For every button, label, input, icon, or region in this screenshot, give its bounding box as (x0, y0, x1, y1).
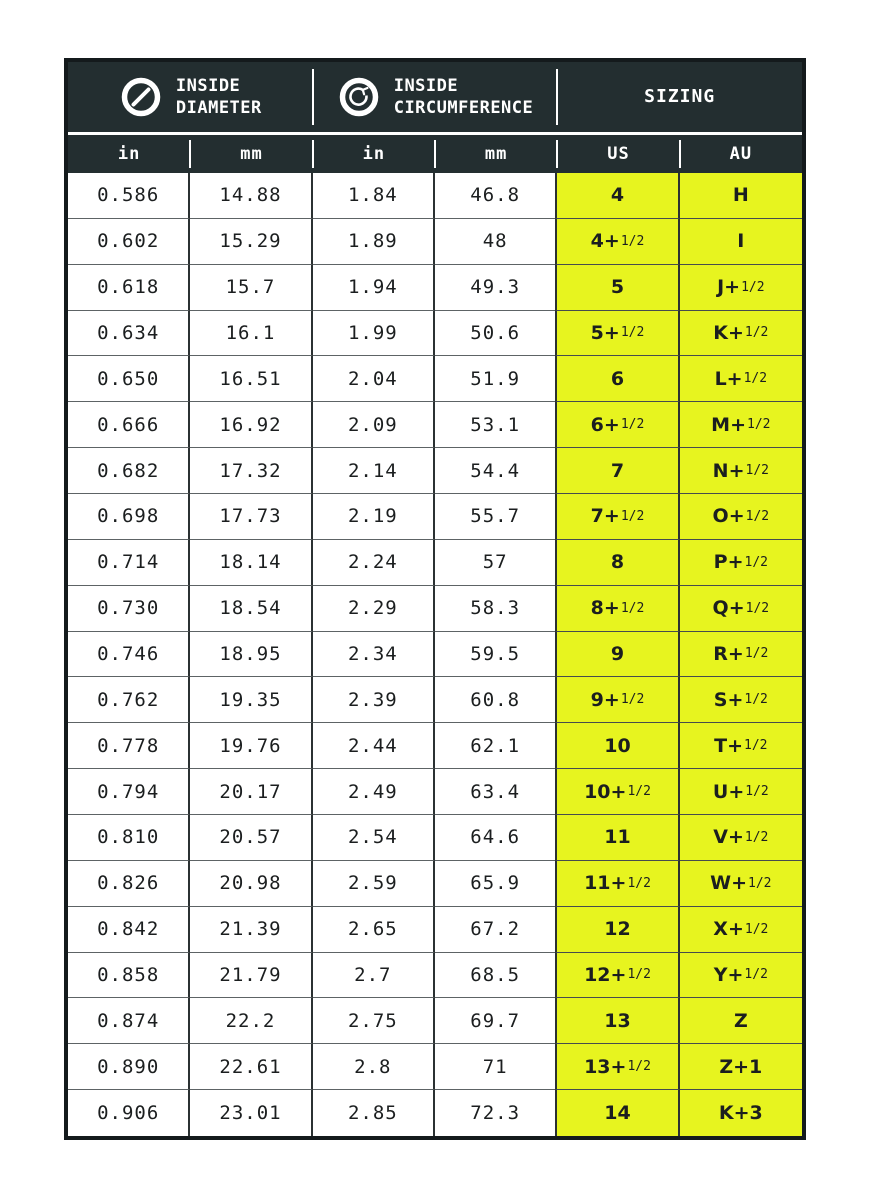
diameter-in-cell: 0.810 (68, 815, 190, 861)
diameter-mm-cell: 16.51 (190, 356, 312, 402)
us-size-cell: 5+ 1/2 (555, 311, 679, 357)
column-header-diameter-mm: mm (190, 135, 312, 173)
us-size-cell: 9 (555, 632, 679, 678)
circumference-mm-cell: 68.5 (435, 953, 557, 999)
circumference-mm-cell: 46.8 (435, 173, 557, 219)
diameter-in-cell: 0.762 (68, 677, 190, 723)
diameter-in-cell: 0.650 (68, 356, 190, 402)
diameter-in-cell: 0.634 (68, 311, 190, 357)
circumference-mm-cell: 55.7 (435, 494, 557, 540)
au-size-cell: X+ 1/2 (680, 907, 802, 953)
table-body (68, 173, 802, 1136)
au-size-cell: L+ 1/2 (680, 356, 802, 402)
diameter-in-cell: 0.682 (68, 448, 190, 494)
us-size-cell: 12+ 1/2 (555, 953, 679, 999)
circumference-icon (337, 75, 381, 119)
header-group-inside-diameter (68, 62, 313, 132)
diameter-in-cell: 0.586 (68, 173, 190, 219)
circumference-mm-cell: 53.1 (435, 402, 557, 448)
circumference-mm-cell: 50.6 (435, 311, 557, 357)
circumference-mm-cell: 62.1 (435, 723, 557, 769)
header-group-sizing (557, 62, 802, 132)
diameter-in-cell: 0.794 (68, 769, 190, 815)
diameter-mm-cell: 20.57 (190, 815, 312, 861)
circumference-in-cell: 2.34 (313, 632, 435, 678)
circumference-mm-cell: 65.9 (435, 861, 557, 907)
diameter-in-cell: 0.698 (68, 494, 190, 540)
au-size-cell: V+ 1/2 (680, 815, 802, 861)
circumference-mm-cell: 64.6 (435, 815, 557, 861)
circumference-mm-cell: 67.2 (435, 907, 557, 953)
au-size-cell: Z (680, 998, 802, 1044)
us-size-cell: 12 (555, 907, 679, 953)
us-size-cell: 11 (555, 815, 679, 861)
diameter-mm-cell: 14.88 (190, 173, 312, 219)
diameter-mm-cell: 20.17 (190, 769, 312, 815)
diameter-mm-cell: 22.61 (190, 1044, 312, 1090)
circumference-in-cell: 2.04 (313, 356, 435, 402)
diameter-mm-cell: 23.01 (190, 1090, 312, 1136)
header-group-label: SIZING (644, 86, 716, 108)
diameter-in-cell: 0.746 (68, 632, 190, 678)
table-header-row (68, 62, 802, 135)
header-line: INSIDE (393, 75, 459, 96)
circumference-mm-cell: 54.4 (435, 448, 557, 494)
circumference-in-cell: 2.85 (313, 1090, 435, 1136)
us-size-cell: 10 (555, 723, 679, 769)
circumference-mm-cell: 49.3 (435, 265, 557, 311)
circumference-in-cell: 1.99 (313, 311, 435, 357)
us-size-cell: 5 (555, 265, 679, 311)
column-header-au-size: AU (729, 144, 753, 164)
circumference-in-cell: 1.89 (313, 219, 435, 265)
circumference-in-cell: 2.14 (313, 448, 435, 494)
diameter-in-cell: 0.602 (68, 219, 190, 265)
circumference-in-cell: 2.59 (313, 861, 435, 907)
circumference-in-cell: 2.65 (313, 907, 435, 953)
header-group-inside-circumference (313, 62, 558, 132)
diameter-in-cell: 0.714 (68, 540, 190, 586)
us-size-cell: 8+ 1/2 (555, 586, 679, 632)
circumference-mm-cell: 63.4 (435, 769, 557, 815)
diameter-mm-cell: 21.79 (190, 953, 312, 999)
au-size-cell: I (680, 219, 802, 265)
diameter-mm-cell: 17.32 (190, 448, 312, 494)
circumference-in-cell: 2.8 (313, 1044, 435, 1090)
circumference-mm-cell: 58.3 (435, 586, 557, 632)
circumference-in-cell: 2.49 (313, 769, 435, 815)
diameter-mm-cell: 19.35 (190, 677, 312, 723)
circumference-mm-cell: 71 (435, 1044, 557, 1090)
diameter-mm-cell: 16.92 (190, 402, 312, 448)
diameter-in-cell: 0.826 (68, 861, 190, 907)
au-size-cell: Q+ 1/2 (680, 586, 802, 632)
diameter-mm-cell: 15.7 (190, 265, 312, 311)
au-size-cell: Z+1 (680, 1044, 802, 1090)
diameter-in-cell: 0.858 (68, 953, 190, 999)
diameter-mm-cell: 18.14 (190, 540, 312, 586)
au-size-cell: J+ 1/2 (680, 265, 802, 311)
au-size-cell: K+ 1/2 (680, 311, 802, 357)
column-header-us-size: US (557, 135, 679, 173)
us-size-cell: 4+ 1/2 (555, 219, 679, 265)
diameter-in-cell: 0.906 (68, 1090, 190, 1136)
us-size-cell: 14 (555, 1090, 679, 1136)
column-header-row (68, 135, 802, 173)
au-size-cell: H (680, 173, 802, 219)
au-size-cell: N+ 1/2 (680, 448, 802, 494)
au-size-cell: W+ 1/2 (680, 861, 802, 907)
au-size-cell: Y+ 1/2 (680, 953, 802, 999)
us-size-cell: 6+ 1/2 (555, 402, 679, 448)
au-size-cell: P+ 1/2 (680, 540, 802, 586)
circumference-mm-cell: 72.3 (435, 1090, 557, 1136)
diameter-in-cell: 0.730 (68, 586, 190, 632)
au-size-cell: T+ 1/2 (680, 723, 802, 769)
column-header-diameter-in: in (68, 135, 190, 173)
diameter-mm-cell: 18.95 (190, 632, 312, 678)
circumference-mm-cell: 57 (435, 540, 557, 586)
circumference-in-cell: 2.19 (313, 494, 435, 540)
us-size-cell: 13 (555, 998, 679, 1044)
diameter-icon (119, 75, 163, 119)
diameter-in-cell: 0.778 (68, 723, 190, 769)
circumference-mm-cell: 51.9 (435, 356, 557, 402)
circumference-mm-cell: 69.7 (435, 998, 557, 1044)
us-size-cell: 4 (555, 173, 679, 219)
header-group-label (394, 75, 534, 119)
circumference-in-cell: 2.7 (313, 953, 435, 999)
diameter-in-cell: 0.890 (68, 1044, 190, 1090)
circumference-in-cell: 2.39 (313, 677, 435, 723)
us-size-cell: 8 (555, 540, 679, 586)
header-line: CIRCUMFERENCE (393, 98, 534, 118)
diameter-in-cell: 0.842 (68, 907, 190, 953)
circumference-in-cell: 2.29 (313, 586, 435, 632)
diameter-mm-cell: 15.29 (190, 219, 312, 265)
diameter-mm-cell: 18.54 (190, 586, 312, 632)
ring-size-conversion-table (64, 58, 806, 1140)
column-header-circumference-in: in (313, 135, 435, 173)
diameter-mm-cell: 17.73 (190, 494, 312, 540)
au-size-cell: S+ 1/2 (680, 677, 802, 723)
circumference-in-cell: 2.54 (313, 815, 435, 861)
au-size-cell: M+ 1/2 (680, 402, 802, 448)
us-size-cell: 7+ 1/2 (555, 494, 679, 540)
diameter-in-cell: 0.618 (68, 265, 190, 311)
header-line: INSIDE (175, 75, 241, 96)
circumference-in-cell: 1.94 (313, 265, 435, 311)
header-line: DIAMETER (175, 98, 262, 118)
au-size-cell: O+ 1/2 (680, 494, 802, 540)
us-size-cell: 7 (555, 448, 679, 494)
diameter-mm-cell: 20.98 (190, 861, 312, 907)
diameter-mm-cell: 21.39 (190, 907, 312, 953)
us-size-cell: 6 (555, 356, 679, 402)
us-size-cell: 11+ 1/2 (555, 861, 679, 907)
us-size-cell: 9+ 1/2 (555, 677, 679, 723)
header-group-label (176, 75, 262, 119)
diameter-mm-cell: 16.1 (190, 311, 312, 357)
circumference-mm-cell: 59.5 (435, 632, 557, 678)
column-header-circumference-mm: mm (435, 135, 557, 173)
circumference-in-cell: 2.44 (313, 723, 435, 769)
circumference-mm-cell: 48 (435, 219, 557, 265)
au-size-cell: U+ 1/2 (680, 769, 802, 815)
circumference-in-cell: 2.24 (313, 540, 435, 586)
diameter-mm-cell: 19.76 (190, 723, 312, 769)
au-size-cell: R+ 1/2 (680, 632, 802, 678)
diameter-in-cell: 0.666 (68, 402, 190, 448)
diameter-mm-cell: 22.2 (190, 998, 312, 1044)
circumference-mm-cell: 60.8 (435, 677, 557, 723)
au-size-cell: K+3 (680, 1090, 802, 1136)
diameter-in-cell: 0.874 (68, 998, 190, 1044)
us-size-cell: 10+ 1/2 (555, 769, 679, 815)
circumference-in-cell: 2.09 (313, 402, 435, 448)
us-size-cell: 13+ 1/2 (555, 1044, 679, 1090)
circumference-in-cell: 1.84 (313, 173, 435, 219)
circumference-in-cell: 2.75 (313, 998, 435, 1044)
